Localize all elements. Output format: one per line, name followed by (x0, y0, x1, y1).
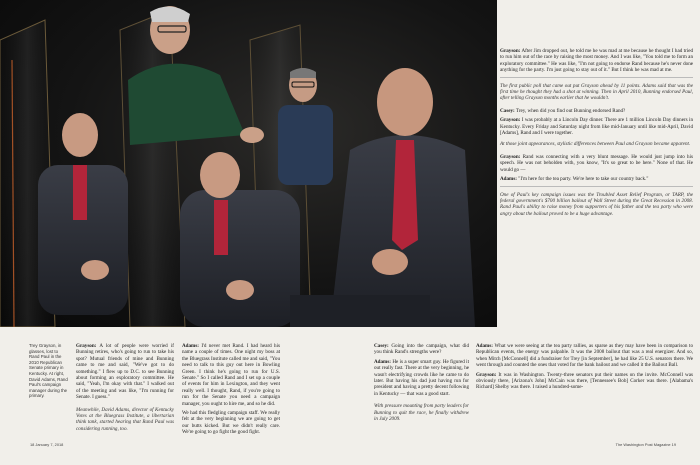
right-para-3: Grayson: I was probably at a Lincoln Day dinner. There are 1 million Lincoln Day dinners in Kentucky. Every Friday and Saturday night from like mid-January until like mid-April, David [Adams], Rand and I were together. (500, 117, 693, 137)
right-pull-2: At those joint appearances, stylistic differences between Paul and Grayson became apparent. (500, 141, 691, 148)
feature-photo (0, 0, 497, 327)
col1-para-1: Grayson: A lot of people were worried if Bunning retires, who's going to run to take his spot? Mutual friends of mine and Bunning came to me and said, "We've got to do something." I flew up to D.C. to see Bunning about forming an exploratory committee. He said, "Yeah, I'm okay with that." I walked out of the meeting and was like, "I'm running for Senate. I guess." (76, 343, 174, 401)
col2-para-1: Adams: I'd never met Rand. I had heard his name a couple of times. One night my boss at the Bluegrass Institute called me and said, "You need to talk to this guy out here in Bowling Green. I think he's going to run for U.S. Senate." So I called Rand and I set up a couple of events for him in Lexington, and they went really well. I thought, Rand, if you're going to run for the Senate you need a campaign manager, you ought to hire me, and so he did. (182, 343, 280, 407)
col3-para-2: Adams: He is a super smart guy. He figured it out really fast. There at the very beginning, he wasn't electrifying crowds like he came to do later. But having his dad just having run for president and having a pretty decent following in Kentucky — that was a good start. (374, 358, 469, 397)
right-para-4: Grayson: Rand was connecting with a very blunt message. He would just jump into his speech. He was not beholden with, you know, "It's so great to be here." None of that. He would go — (500, 153, 693, 173)
right-pull-1: The first public poll that came out put Grayson ahead by 11 points. Adams said that was the first time he thought they had a shot at winning. Then in April 2010, Bunning endorsed Paul, after telling Grayson months earlier that he wouldn't. (500, 82, 693, 102)
figure-left (38, 113, 128, 315)
folio-left: 18 January 7, 2018 (30, 442, 64, 447)
divider (500, 77, 693, 78)
right-para-5: Adams: "I'm here for the tea party. We're here to take our country back." (500, 176, 649, 183)
portrait-illustration (0, 0, 497, 327)
right-para-1: Grayson: After Jim dropped out, he told me he was mad at me because he thought I had tried to run him out of the race by raising the most money. And I was like, "You told me to form an exploratory committee." He was like, "I'm not going to endorse Rand because he's never done anything for the party. I'm just going to stay out of it." But I think he was mad at me. (500, 48, 693, 74)
column-1 (76, 343, 174, 438)
col4-para-2: Grayson: It was in Washington. Twenty-three senators put their names on the invite. McConnell was obviously there, [Arizona's John] McCain was there, [Tennessee's Bob] Corker was there. [Alabama's Richard] Shelby was there. I raised a hundred-some- (476, 371, 693, 391)
column-2 (182, 343, 280, 439)
divider (500, 186, 693, 187)
photo-caption: Trey Grayson, in glasses, lost to Rand Paul in the 2010 Republican Senate primary in Kentucky. At right, David Adams, Rand Paul's campaign manager during the primary. (29, 343, 68, 399)
col3-pull: With pressure mounting from party leaders for Bunning to quit the race, he finally withdrew in July 2009. (374, 403, 469, 423)
column-3 (374, 343, 469, 428)
col4-para-1: Adams: What we were seeing at the tea party rallies, as sparse as they may have been in comparison to Republican events, the energy was palpable. It was the 2008 bailout that was a real energizer. And so, when Mitch [McConnell] did a fundraiser for Trey [in September], he had like 25 U.S. senators there. We went through and counted the ones that voted for the bank bailout and we called it the Bailout Ball. (476, 343, 693, 369)
right-para-2: Casey: Trey, when did you find out Bunning endorsed Rand? (500, 107, 626, 114)
right-column-text (500, 48, 693, 223)
col1-pull: Meanwhile, David Adams, director of Kentucky Votes at the Bluegrass Institute, a libertarian think tank, started hearing that Rand Paul was considering running, too. (76, 406, 174, 432)
column-4 (476, 343, 693, 394)
folio-right: The Washington Post Magazine 19 (615, 442, 676, 447)
col2-para-2: We had this fledgling campaign staff. We really felt at the very beginning we are going to get our butts kicked. But we didn't really care. We're going to go fight the good fight. (182, 410, 280, 436)
col3-para-1: Casey: Going into the campaign, what did you think Rand's strengths were? (374, 343, 469, 356)
right-pull-3: One of Paul's key campaign issues was the Troubled Asset Relief Program, or TARP, the federal government's $700 billion bailout of Wall Street during the Great Recession in 2008. Rand Paul's ability to raise money from supporters of his father and the tea party who were angry about the bailout proved to be a huge advantage. (500, 191, 693, 217)
